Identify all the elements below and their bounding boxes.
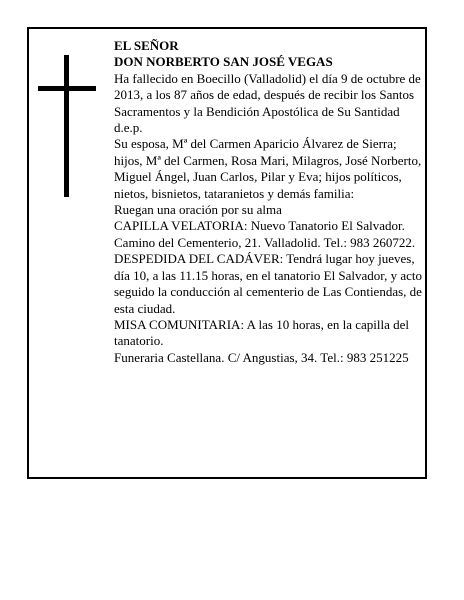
funeral-home-info: Funeraria Castellana. C/ Angustias, 34. Tel.: 983 251225 — [114, 349, 409, 365]
family-text: Su esposa, Mª del Carmen Aparicio Álvarez de Sierra; hijos, Mª del Carmen, Rosa Mari, Milagros, José Norberto, Miguel Ángel, Juan Carlos, Pilar y Eva; hijos políticos, nietos, bisnietos, tataranietos y demás familia: — [114, 136, 422, 201]
deceased-name: DON NORBERTO SAN JOSÉ VEGAS — [114, 54, 333, 70]
farewell-info: DESPEDIDA DEL CADÁVER: Tendrá lugar hoy jueves, día 10, a las 11.15 horas, en el tanatorio El Salvador, y acto seguido la conducción al cementerio de Las Contiendas, de esta ciudad. — [114, 251, 423, 316]
mass-info: MISA COMUNITARIA: A las 10 horas, en la capilla del tanatorio. — [114, 316, 410, 349]
death-info: Ha fallecido en Boecillo (Valladolid) el día 9 de octubre de 2013, a los 87 años de edad, después de recibir los Santos Sacramentos y la Bendición Apostólica de Su Santidad — [114, 70, 421, 119]
chapel-info: CAPILLA VELATORIA: Nuevo Tanatorio El Salvador. Camino del Cementerio, 21. Valladolid. Tel.: 983 260722. — [114, 218, 416, 250]
cross-icon-bar — [38, 86, 96, 91]
cross-icon — [64, 55, 69, 197]
dep-text: d.e.p. — [114, 120, 143, 136]
notice-title-line1: EL SEÑOR — [114, 38, 179, 53]
prayer-text: Ruegan una oración por su alma — [114, 202, 282, 218]
obituary-text — [114, 38, 426, 366]
